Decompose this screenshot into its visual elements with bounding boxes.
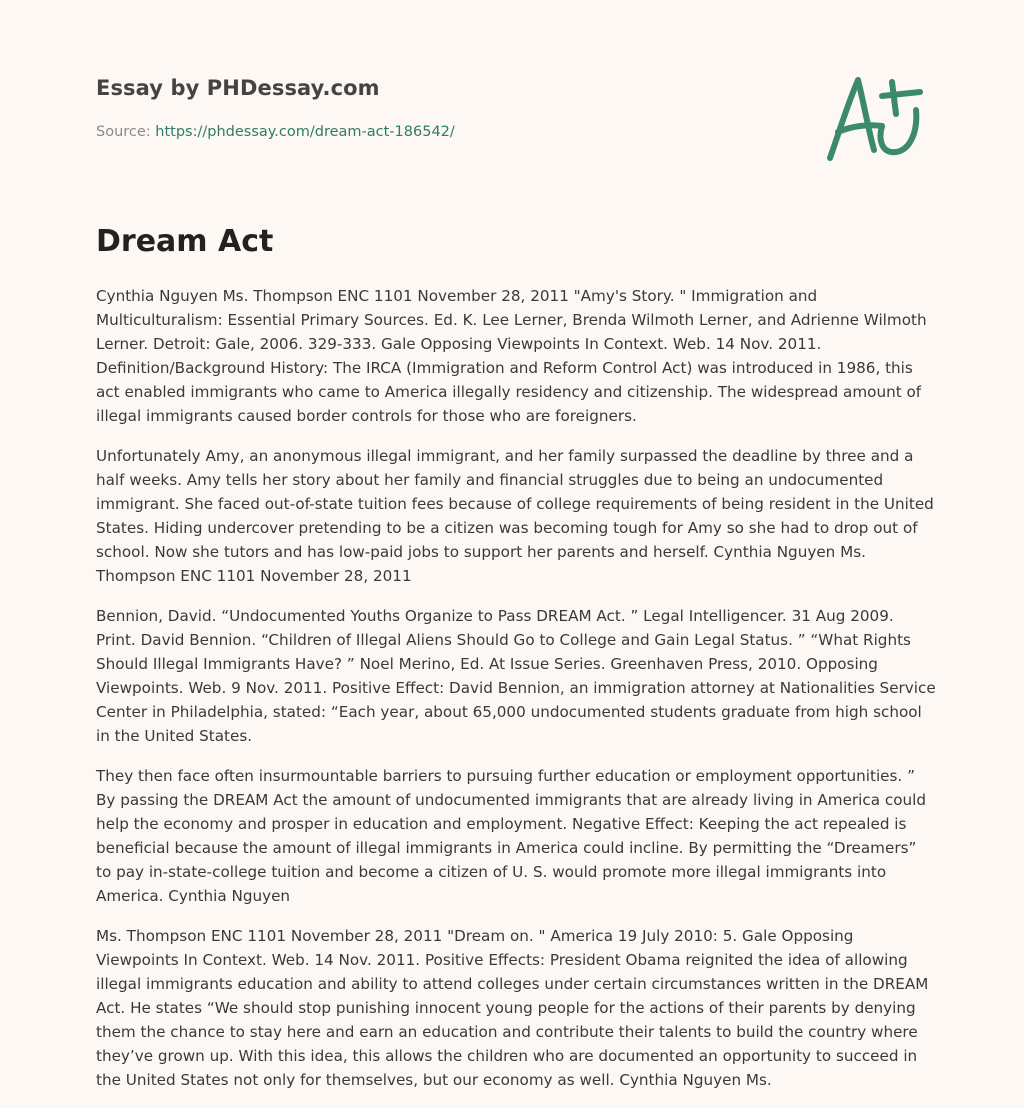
a-plus-logo-icon	[820, 66, 930, 166]
document-title: Dream Act	[96, 224, 274, 259]
document-body	[96, 284, 936, 1108]
source-label: Source:	[96, 124, 151, 140]
paragraph: Bennion, David. “Undocumented Youths Organize to Pass DREAM Act. ” Legal Intelligencer. 31 Aug 2009. Print. David Bennion. “Children of Illegal Aliens Should Go to College and Gain Legal Status. ” “What Rights Should Illegal Immigrants Have? ” Noel Merino, Ed. At Issue Series. Greenhaven Press, 2010. Opposing Viewpoints. Web. 9 Nov. 2011. Positive Effect: David Bennion, an immigration attorney at Nationalities Service Center in Philadelphia, stated: “Each year, about 65,000 undocumented students graduate from high school in the United States.	[96, 607, 936, 745]
paragraph: Ms. Thompson ENC 1101 November 28, 2011 "Dream on. " America 19 July 2010: 5. Gale Opposing Viewpoints In Context. Web. 14 Nov. 2011. Positive Effects: President Obama reignited the idea of allowing illegal immigrants education and ability to attend colleges under certain circumstances written in the DREAM Act. He states “We should stop punishing innocent young people for the actions of their parents by denying them the chance to stay here and earn an education and contribute their talents to build the country where they’ve grown up. With this idea, this allows the children who are documented an opportunity to succeed in the United States not only for themselves, but our economy as well. Cynthia Nguyen Ms.	[96, 927, 929, 1089]
paragraph: They then face often insurmountable barriers to pursuing further education or employment opportunities. ” By passing the DREAM Act the amount of undocumented immigrants that are already living in America could help the economy and prosper in education and employment. Negative Effect: Keeping the act repealed is beneficial because the amount of illegal immigrants in America could incline. By permitting the “Dreamers” to pay in-state-college tuition and become a citizen of U. S. would promote more illegal immigrants into America. Cynthia Nguyen	[96, 767, 926, 905]
source-link[interactable]: https://phdessay.com/dream-act-186542/	[155, 124, 455, 140]
paragraph: Cynthia Nguyen Ms. Thompson ENC 1101 November 28, 2011 "Amy's Story. " Immigration and Multiculturalism: Essential Primary Sources. Ed. K. Lee Lerner, Brenda Wilmoth Lerner, and Adrienne Wilmoth Lerner. Detroit: Gale, 2006. 329-333. Gale Opposing Viewpoints In Context. Web. 14 Nov. 2011. Definition/Background History: The IRCA (Immigration and Reform Control Act) was introduced in 1986, this act enabled immigrants who came to America illegally residency and citizenship. The widespread amount of illegal immigrants caused border controls for those who are foreigners.	[96, 287, 927, 425]
paragraph: Unfortunately Amy, an anonymous illegal immigrant, and her family surpassed the deadline by three and a half weeks. Amy tells her story about her family and financial struggles due to being an undocumented immigrant. She faced out-of-state tuition fees because of college requirements of being resident in the United States. Hiding undercover pretending to be a citizen was becoming tough for Amy so she had to drop out of school. Now she tutors and has low-paid jobs to support her parents and herself. Cynthia Nguyen Ms. Thompson ENC 1101 November 28, 2011	[96, 447, 934, 585]
brand-title: Essay by PHDessay.com	[96, 76, 380, 100]
source-line	[96, 124, 455, 140]
